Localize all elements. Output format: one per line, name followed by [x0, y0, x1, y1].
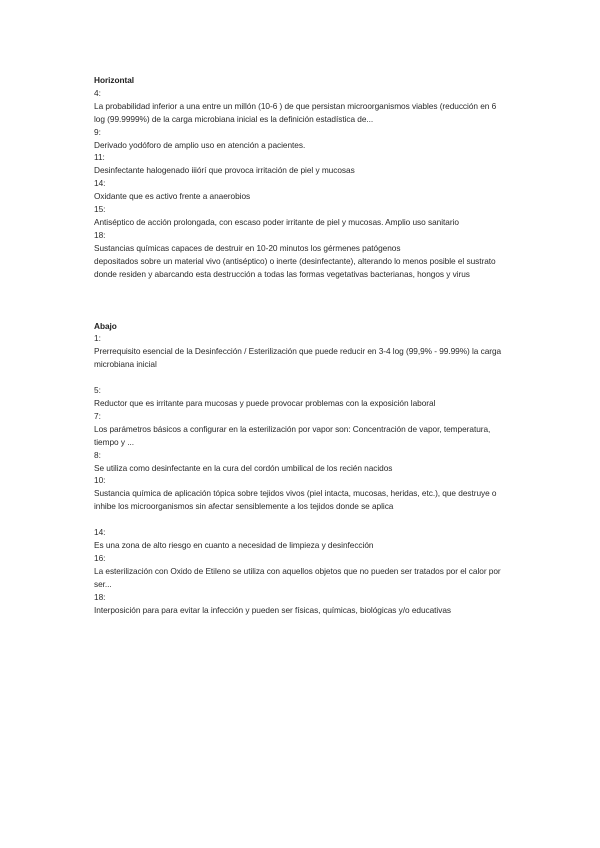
clue-number: 14:: [94, 527, 106, 538]
clue-text: Desinfectante halogenado iiiórí que provoca irritación de piel y mucosas: [94, 165, 355, 176]
horizontal-clue: [94, 151, 504, 177]
horizontal-clue: [94, 229, 504, 281]
abajo-clue: [94, 332, 504, 371]
clue-number: 16:: [94, 553, 106, 563]
clue-number: 14:: [94, 178, 106, 189]
clue-text: La esterilización con Oxido de Etileno se utiliza con aquellos objetos que no pueden ser tratados por el calor por ser...: [94, 565, 501, 589]
clue-spacer: [94, 371, 504, 384]
clue-text: Los parámetros básicos a configurar en la esterilización por vapor son: Concentración de vapor, temperatura, tiempo y ...: [94, 423, 491, 447]
clue-text: Sustancia química de aplicación tópica sobre tejidos vivos (piel intacta, mucosas, heridas, etc.), que destruye o inhibe los microorganismos sin afectar sensiblemente a los tejidos donde se aplica: [94, 488, 497, 512]
horizontal-clue: [94, 203, 504, 229]
abajo-heading: Abajo: [94, 320, 117, 331]
clue-number: 4:: [94, 87, 101, 98]
clue-text: Reductor que es irritante para mucosas y puede provocar problemas con la exposición laboral: [94, 398, 436, 409]
clue-text: Se utiliza como desinfectante en la cura del cordón umbilical de los recién nacidos: [94, 462, 393, 473]
horizontal-clue: [94, 126, 504, 152]
clue-text: Es una zona de alto riesgo en cuanto a necesidad de limpieza y desinfección: [94, 540, 374, 551]
horizontal-heading: Horizontal: [94, 75, 135, 85]
clue-text: Interposición para para evitar la infección y pueden ser físicas, químicas, biológicas y/o educativas: [94, 604, 451, 615]
clue-number: 18:: [94, 229, 106, 240]
clue-number: 5:: [94, 385, 101, 396]
document-page: [94, 74, 504, 617]
clue-number: 7:: [94, 410, 101, 421]
abajo-clue: [94, 591, 504, 617]
clue-number: 10:: [94, 475, 106, 486]
abajo-clue: [94, 552, 504, 591]
clue-number: 9:: [94, 126, 101, 137]
abajo-clue: [94, 526, 504, 552]
clue-number: 1:: [94, 333, 101, 344]
clue-spacer: [94, 513, 504, 526]
section-spacer: [94, 281, 504, 307]
section-spacer: [94, 307, 504, 320]
clue-text: Derivado yodóforo de amplio uso en atención a pacientes.: [94, 139, 306, 150]
clue-text: Prerrequisito esencial de la Desinfección / Esterilización que puede reducir en 3-4 log (99,9% - 99.99%) la carga microbiana inicial: [94, 346, 502, 370]
clue-text: Sustancias químicas capaces de destruir en 10-20 minutos los gérmenes patógenos depositados sobre un material vivo (antiséptico) o inerte (desinfectante), alterando lo menos posible el sustrato donde residen y abarcando esta destrucción a todas las formas vegetativas bacterianas, hongos y virus: [94, 242, 496, 279]
clue-number: 18:: [94, 591, 106, 602]
clue-number: 11:: [94, 152, 105, 163]
clue-text: La probabilidad inferior a una entre un millón (10-6 ) de que persistan microorganismos viables (reducción en 6 log (99.9999%) de la carga microbiana inicial es la definición estadística de...: [94, 100, 497, 124]
abajo-clue: [94, 410, 504, 449]
clue-text: Oxidante que es activo frente a anaerobios: [94, 191, 251, 202]
clue-number: 15:: [94, 204, 106, 215]
abajo-clue: [94, 449, 504, 475]
abajo-clue: [94, 474, 504, 513]
abajo-clue: [94, 384, 504, 410]
clue-text: Antiséptico de acción prolongada, con escaso poder irritante de piel y mucosas. Amplio uso sanitario: [94, 216, 459, 227]
horizontal-clue: [94, 87, 504, 126]
horizontal-clue: [94, 177, 504, 203]
clue-number: 8:: [94, 449, 101, 460]
